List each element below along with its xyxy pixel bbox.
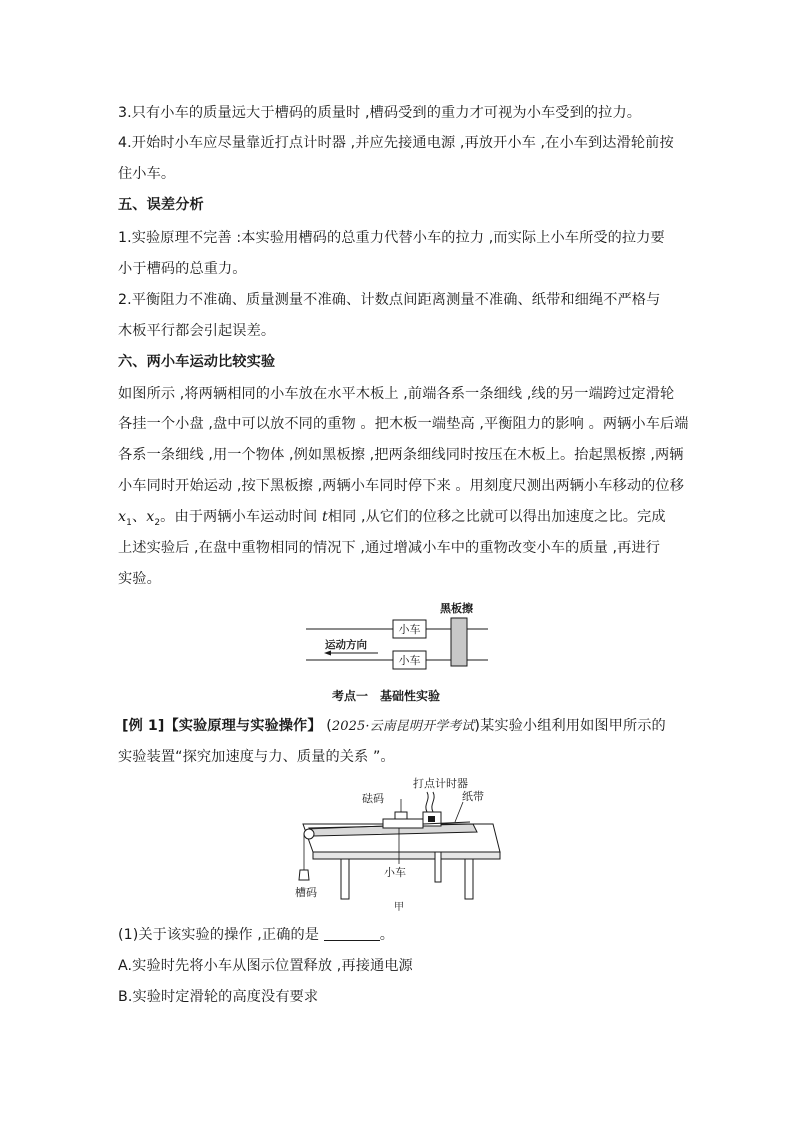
text-segment: ) [474, 718, 481, 734]
timer-wires [426, 792, 434, 812]
direction-label: 运动方向 [325, 639, 367, 651]
timer-core [428, 816, 435, 822]
separator: 、 [131, 509, 147, 525]
text-line: 如图所示 ,将两辆相同的小车放在水平木板上 ,前端各系一条细线 ,线的另一端跨过定滑轮 [118, 386, 675, 402]
example-tag: [例 1]【实验原理与实验操作】 [122, 718, 322, 734]
tape-label: 纸带 [462, 790, 484, 803]
text-line [118, 507, 708, 533]
eraser-block [451, 618, 467, 666]
question-text: (1)关于该实验的操作 ,正确的是 [118, 927, 320, 943]
table-leg [435, 852, 441, 882]
text-line: 住小车。 [118, 166, 176, 182]
text-line: 木板平行都会引起误差。 [118, 323, 276, 339]
var-x: x [146, 509, 155, 525]
section-heading: 五、误差分析 [118, 197, 204, 213]
cart-label: 小车 [398, 623, 421, 636]
cart-label: 小车 [398, 654, 421, 667]
cart-label: 小车 [384, 866, 406, 879]
option-a: A.实验时先将小车从图示位置释放 ,再接通电源 [118, 958, 413, 974]
question-line [118, 925, 708, 945]
text-segment: 。由于两辆小车运动时间 [160, 509, 318, 525]
example-line [122, 716, 712, 737]
text-line: 4.开始时小车应尽量靠近打点计时器 ,并应先接通电源 ,再放开小车 ,在小车到达滑轮前按 [118, 135, 674, 151]
text-segment: 。 [379, 927, 394, 943]
text-line: 1.实验原理不完善 :本实验用槽码的总重力代替小车的拉力 ,而实际上小车所受的拉力要 [118, 230, 665, 246]
var-x: x [118, 509, 127, 525]
arrow-head-icon [324, 651, 331, 656]
cart [383, 819, 423, 828]
hook-weight [299, 870, 309, 880]
section-title: 考点一 基础性实验 [332, 689, 441, 703]
apparatus-figure [295, 772, 505, 912]
weight-block [395, 812, 407, 819]
section-heading: 六、两小车运动比较实验 [118, 354, 276, 370]
weight-label: 砝码 [362, 792, 384, 805]
timer-label: 打点计时器 [413, 777, 468, 790]
two-cart-figure [300, 596, 500, 676]
subscript: 1 [126, 517, 132, 528]
option-b: B.实验时定滑轮的高度没有要求 [118, 989, 319, 1005]
table-leg [341, 859, 349, 899]
text-line: 各系一条细线 ,用一个物体 ,例如黑板擦 ,把两条细线同时按压在木板上。抬起黑板擦 ,两辆 [118, 447, 684, 463]
hook-weight-label: 槽码 [295, 886, 317, 899]
text-line: 小车同时开始运动 ,按下黑板擦 ,两辆小车同时停下来 。用刻度尺测出两辆小车移动的位移 [118, 478, 684, 494]
text-line: 上述实验后 ,在盘中重物相同的情况下 ,通过增减小车中的重物改变小车的质量 ,再进行 [118, 540, 661, 556]
text-segment: 相同 ,从它们的位移之比就可以得出加速度之比。完成 [327, 509, 666, 525]
example-source: 2025·云南昆明开学考试 [331, 719, 475, 734]
text-line: 3.只有小车的质量远大于槽码的质量时 ,槽码受到的重力才可视为小车受到的拉力。 [118, 105, 642, 121]
answer-blank[interactable] [324, 926, 380, 941]
leader-line [455, 802, 463, 822]
table-edge [313, 852, 500, 859]
text-line: 2.平衡阻力不准确、质量测量不准确、计数点间距离测量不准确、纸带和细绳不严格与 [118, 292, 661, 308]
figure-caption: 甲 [394, 902, 404, 912]
text-line: 实验。 [118, 571, 161, 587]
pulley [304, 829, 314, 839]
text-segment: ( [321, 718, 332, 734]
eraser-label: 黑板擦 [440, 602, 473, 615]
text-line: 小于槽码的总重力。 [118, 261, 247, 277]
subscript: 2 [154, 517, 161, 528]
var-t: t [321, 509, 328, 525]
text-segment: 某实验小组利用如图甲所示的 [480, 718, 666, 734]
text-line: 各挂一个小盘 ,盘中可以放不同的重物 。把木板一端垫高 ,平衡阻力的影响 。两辆小车后端 [118, 416, 689, 432]
text-line: 实验装置“探究加速度与力、质量的关系 ”。 [118, 749, 395, 765]
table-leg [465, 859, 473, 899]
